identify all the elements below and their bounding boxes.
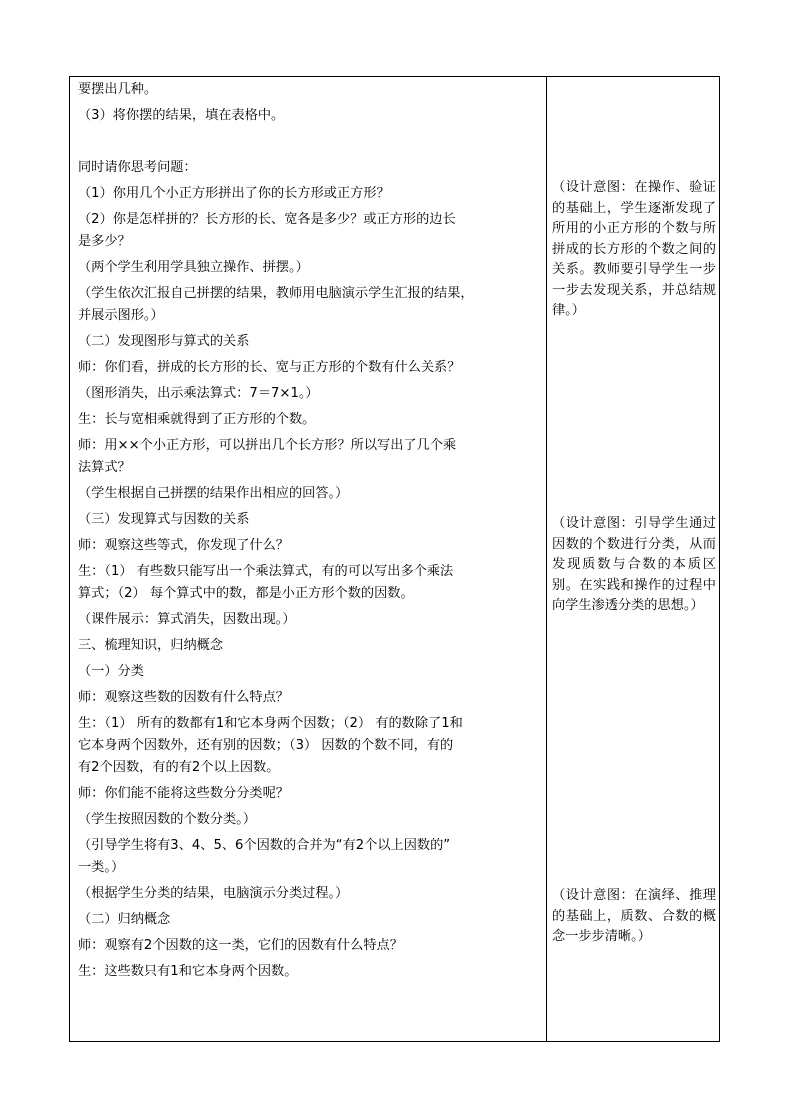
paragraph <box>78 283 544 327</box>
paragraph <box>78 209 544 253</box>
text-line: 生：（1） 所有的数都有1和它本身两个因数；（2） 有的数除了1和 <box>78 716 463 731</box>
section-heading: （三）发现算式与因数的关系 <box>78 512 250 527</box>
section-heading: （一）分类 <box>78 664 144 679</box>
text-line: 师：用××个小正方形，可以拼出几个长方形？所以写出了几个乘 <box>78 438 457 453</box>
paragraph <box>78 713 544 779</box>
paragraph <box>78 561 544 605</box>
text-line: 算式；（2） 每个算式中的数，都是小正方形个数的因数。 <box>78 586 414 601</box>
text-line: 生：这些数只有1和它本身两个因数。 <box>78 964 298 979</box>
text-line: 师：你们能不能将这些数分分类呢？ <box>78 786 289 801</box>
text-line: （1）你用几个小正方形拼出了你的长方形或正方形？ <box>78 186 390 201</box>
text-line: （引导学生将有3、4、5、6个因数的合并为“有2个以上因数的” <box>78 838 451 853</box>
text-line: 要摆出几种。 <box>78 82 158 97</box>
section-heading: 三、梳理知识，归纳概念 <box>78 638 224 653</box>
text-line: （学生依次汇报自己拼摆的结果，教师用电脑演示学生汇报的结果， <box>78 286 474 301</box>
text-line: （2）你是怎样拼的？长方形的长、宽各是多少？或正方形的边长 <box>78 212 456 227</box>
text-line: 一类。） <box>78 860 125 875</box>
text-line: 师：你们看，拼成的长方形的长、宽与正方形的个数有什么关系？ <box>78 360 461 375</box>
blank-line <box>78 131 544 157</box>
text-line: （学生按照因数的个数分类。） <box>78 812 257 827</box>
paragraph <box>78 435 544 479</box>
text-line: 生：（1） 有些数只能写出一个乘法算式，有的可以写出多个乘法 <box>78 564 454 579</box>
text-line: （两个学生利用学具独立操作、拼摆。） <box>78 260 309 275</box>
text-line: 同时请你思考问题： <box>78 160 197 175</box>
text-line: 师：观察这些等式，你发现了什么？ <box>78 538 289 553</box>
text-line: （图形消失，出示乘法算式：7＝7×1。） <box>78 386 319 401</box>
text-line: 师：观察这些数的因数有什么特点？ <box>78 690 289 705</box>
text-line: （3）将你摆的结果，填在表格中。 <box>78 108 285 123</box>
text-line: （课件展示：算式消失，因数出现。） <box>78 612 296 627</box>
text-line: 并展示图形。） <box>78 308 164 323</box>
column-divider <box>546 76 547 1042</box>
text-line: 是多少？ <box>78 234 131 249</box>
section-heading: （二）归纳概念 <box>78 912 171 927</box>
text-line: 它本身两个因数外，还有别的因数；（3） 因数的个数不同，有的 <box>78 738 454 753</box>
text-line: （学生根据自己拼摆的结果作出相应的回答。） <box>78 486 349 501</box>
design-note-3: （设计意图：在演绎、推理的基础上，质数、合数的概念一步步清晰。） <box>552 888 716 944</box>
text-line: 法算式？ <box>78 460 131 475</box>
text-line: 师：观察有2个因数的这一类，它们的因数有什么特点？ <box>78 938 403 953</box>
text-line: （根据学生分类的结果，电脑演示分类过程。） <box>78 886 349 901</box>
paragraph <box>78 835 544 879</box>
design-note-1: （设计意图：在操作、验证的基础上，学生逐渐发现了所用的小正方形的个数与所拼成的长方形的个数之间的关系。教师要引导学生一步一步去发现关系，并总结规律。） <box>552 180 716 318</box>
lesson-content <box>78 79 544 987</box>
section-heading: （二）发现图形与算式的关系 <box>78 334 250 349</box>
text-line: 生：长与宽相乘就得到了正方形的个数。 <box>78 412 316 427</box>
text-line: 有2个因数，有的有2个以上因数。 <box>78 760 280 775</box>
design-note-2: （设计意图：引导学生通过因数的个数进行分类，从而发现质数与合数的本质区别。在实践和操作的过程中向学生渗透分类的思想。） <box>552 516 716 613</box>
